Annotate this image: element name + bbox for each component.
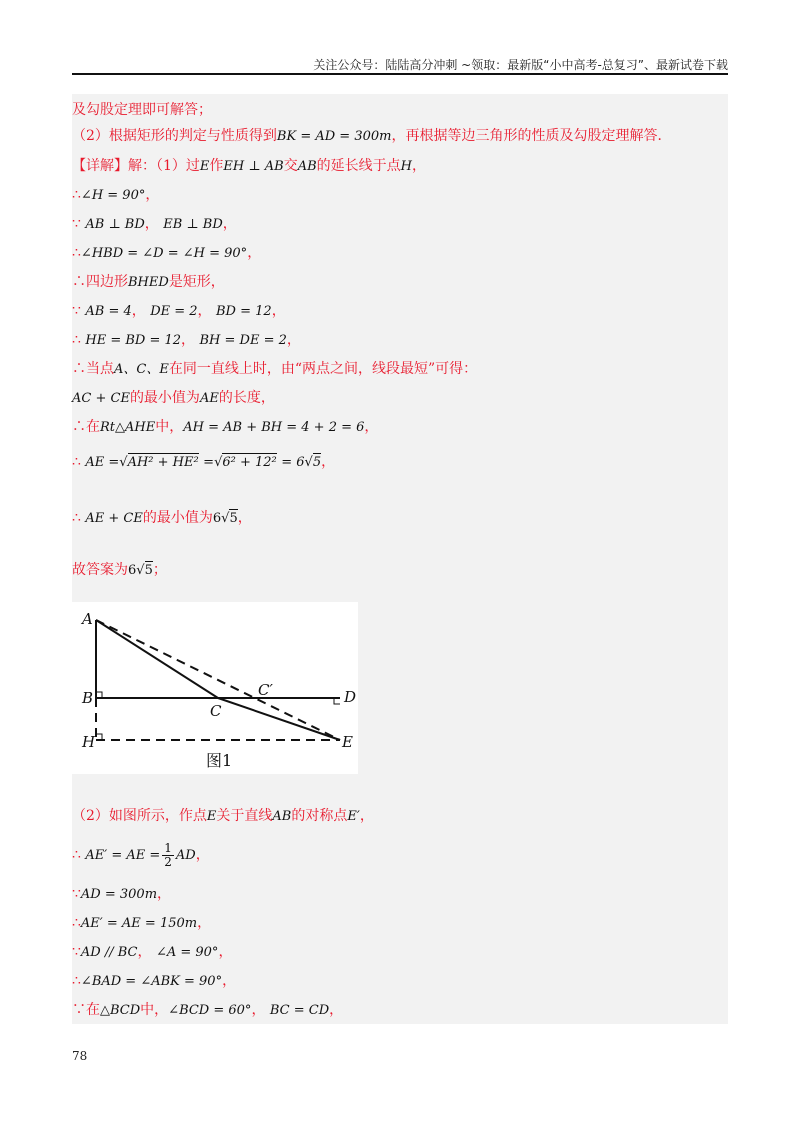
label-A: A bbox=[82, 610, 93, 628]
line-18: ∵AD = 300m， bbox=[72, 886, 172, 902]
label-D: D bbox=[344, 688, 357, 706]
segment-AC bbox=[96, 620, 218, 698]
label-C: C bbox=[210, 702, 222, 720]
line-8: ∵ AB = 4， DE = 2， BD = 12， bbox=[72, 303, 286, 319]
line-16: （2）如图所示，作点E关于直线AB的对称点E′， bbox=[72, 808, 374, 824]
label-C-prime: C′ bbox=[258, 681, 273, 699]
line-19: ∴AE′ = AE = 150m， bbox=[72, 915, 212, 931]
line-5: ∵ AB ⊥ BD， EB ⊥ BD， bbox=[72, 216, 237, 232]
line-12: ∴在Rt△AHE中，AH = AB + BH = 4 + 2 = 6， bbox=[72, 419, 379, 435]
line-21: ∴∠BAD = ∠ABK = 90°， bbox=[72, 973, 237, 989]
solution-content bbox=[72, 94, 728, 1024]
figure-caption: 图1 bbox=[206, 751, 233, 770]
detail-tag: 【详解】 bbox=[72, 158, 128, 174]
label-E: E bbox=[342, 733, 353, 751]
line-14: ∴ AE + CE的最小值为6√5， bbox=[72, 510, 252, 526]
page-header: 关注公众号：陆陆高分冲刺 ~领取：最新版“小中高考-总复习”、最新试卷下载 bbox=[313, 58, 728, 72]
header-rule bbox=[72, 73, 728, 75]
line-10: ∴当点A、C、E在同一直线上时，由“两点之间，线段最短”可得： bbox=[72, 361, 478, 377]
fraction-one-half: $\frac{1}{2}$ bbox=[164, 840, 172, 869]
line-6: ∴∠HBD = ∠D = ∠H = 90°， bbox=[72, 245, 262, 261]
line-13: ∴ AE =√AH² + HE² =√6² + 12² = 6√5， bbox=[72, 454, 336, 470]
figure-1-diagram bbox=[72, 602, 358, 774]
line-7: ∴四边形BHED是矩形， bbox=[72, 274, 225, 290]
geometry-figure bbox=[72, 602, 358, 774]
line-15: 故答案为6√5； bbox=[72, 562, 167, 578]
line-1: 及勾股定理即可解答； bbox=[72, 102, 212, 118]
line-20: ∵AD // BC， ∠A = 90°， bbox=[72, 944, 233, 960]
line-3: 【详解】解：（1）过E作EH ⊥ AB交AB的延长线于点H， bbox=[72, 158, 426, 174]
line-9: ∴ HE = BD = 12， BH = DE = 2， bbox=[72, 332, 301, 348]
label-B: B bbox=[82, 689, 94, 707]
label-H: H bbox=[82, 733, 96, 751]
line-22: ∵在△BCD中，∠BCD = 60°， BC = CD， bbox=[72, 1002, 344, 1018]
segment-CE bbox=[218, 698, 340, 740]
line-11: AC + CE的最小值为AE的长度， bbox=[72, 390, 275, 406]
line-4: ∴∠H = 90°， bbox=[72, 187, 160, 203]
page-number: 78 bbox=[72, 1049, 88, 1063]
line-17: ∴ AE′ = AE = $\frac{1}{2}$ AD， bbox=[72, 840, 210, 869]
line-2: （2）根据矩形的判定与性质得到BK = AD = 300m，再根据等边三角形的性质及勾股定理解答． bbox=[72, 128, 672, 144]
segment-AE-dashed bbox=[96, 620, 340, 740]
